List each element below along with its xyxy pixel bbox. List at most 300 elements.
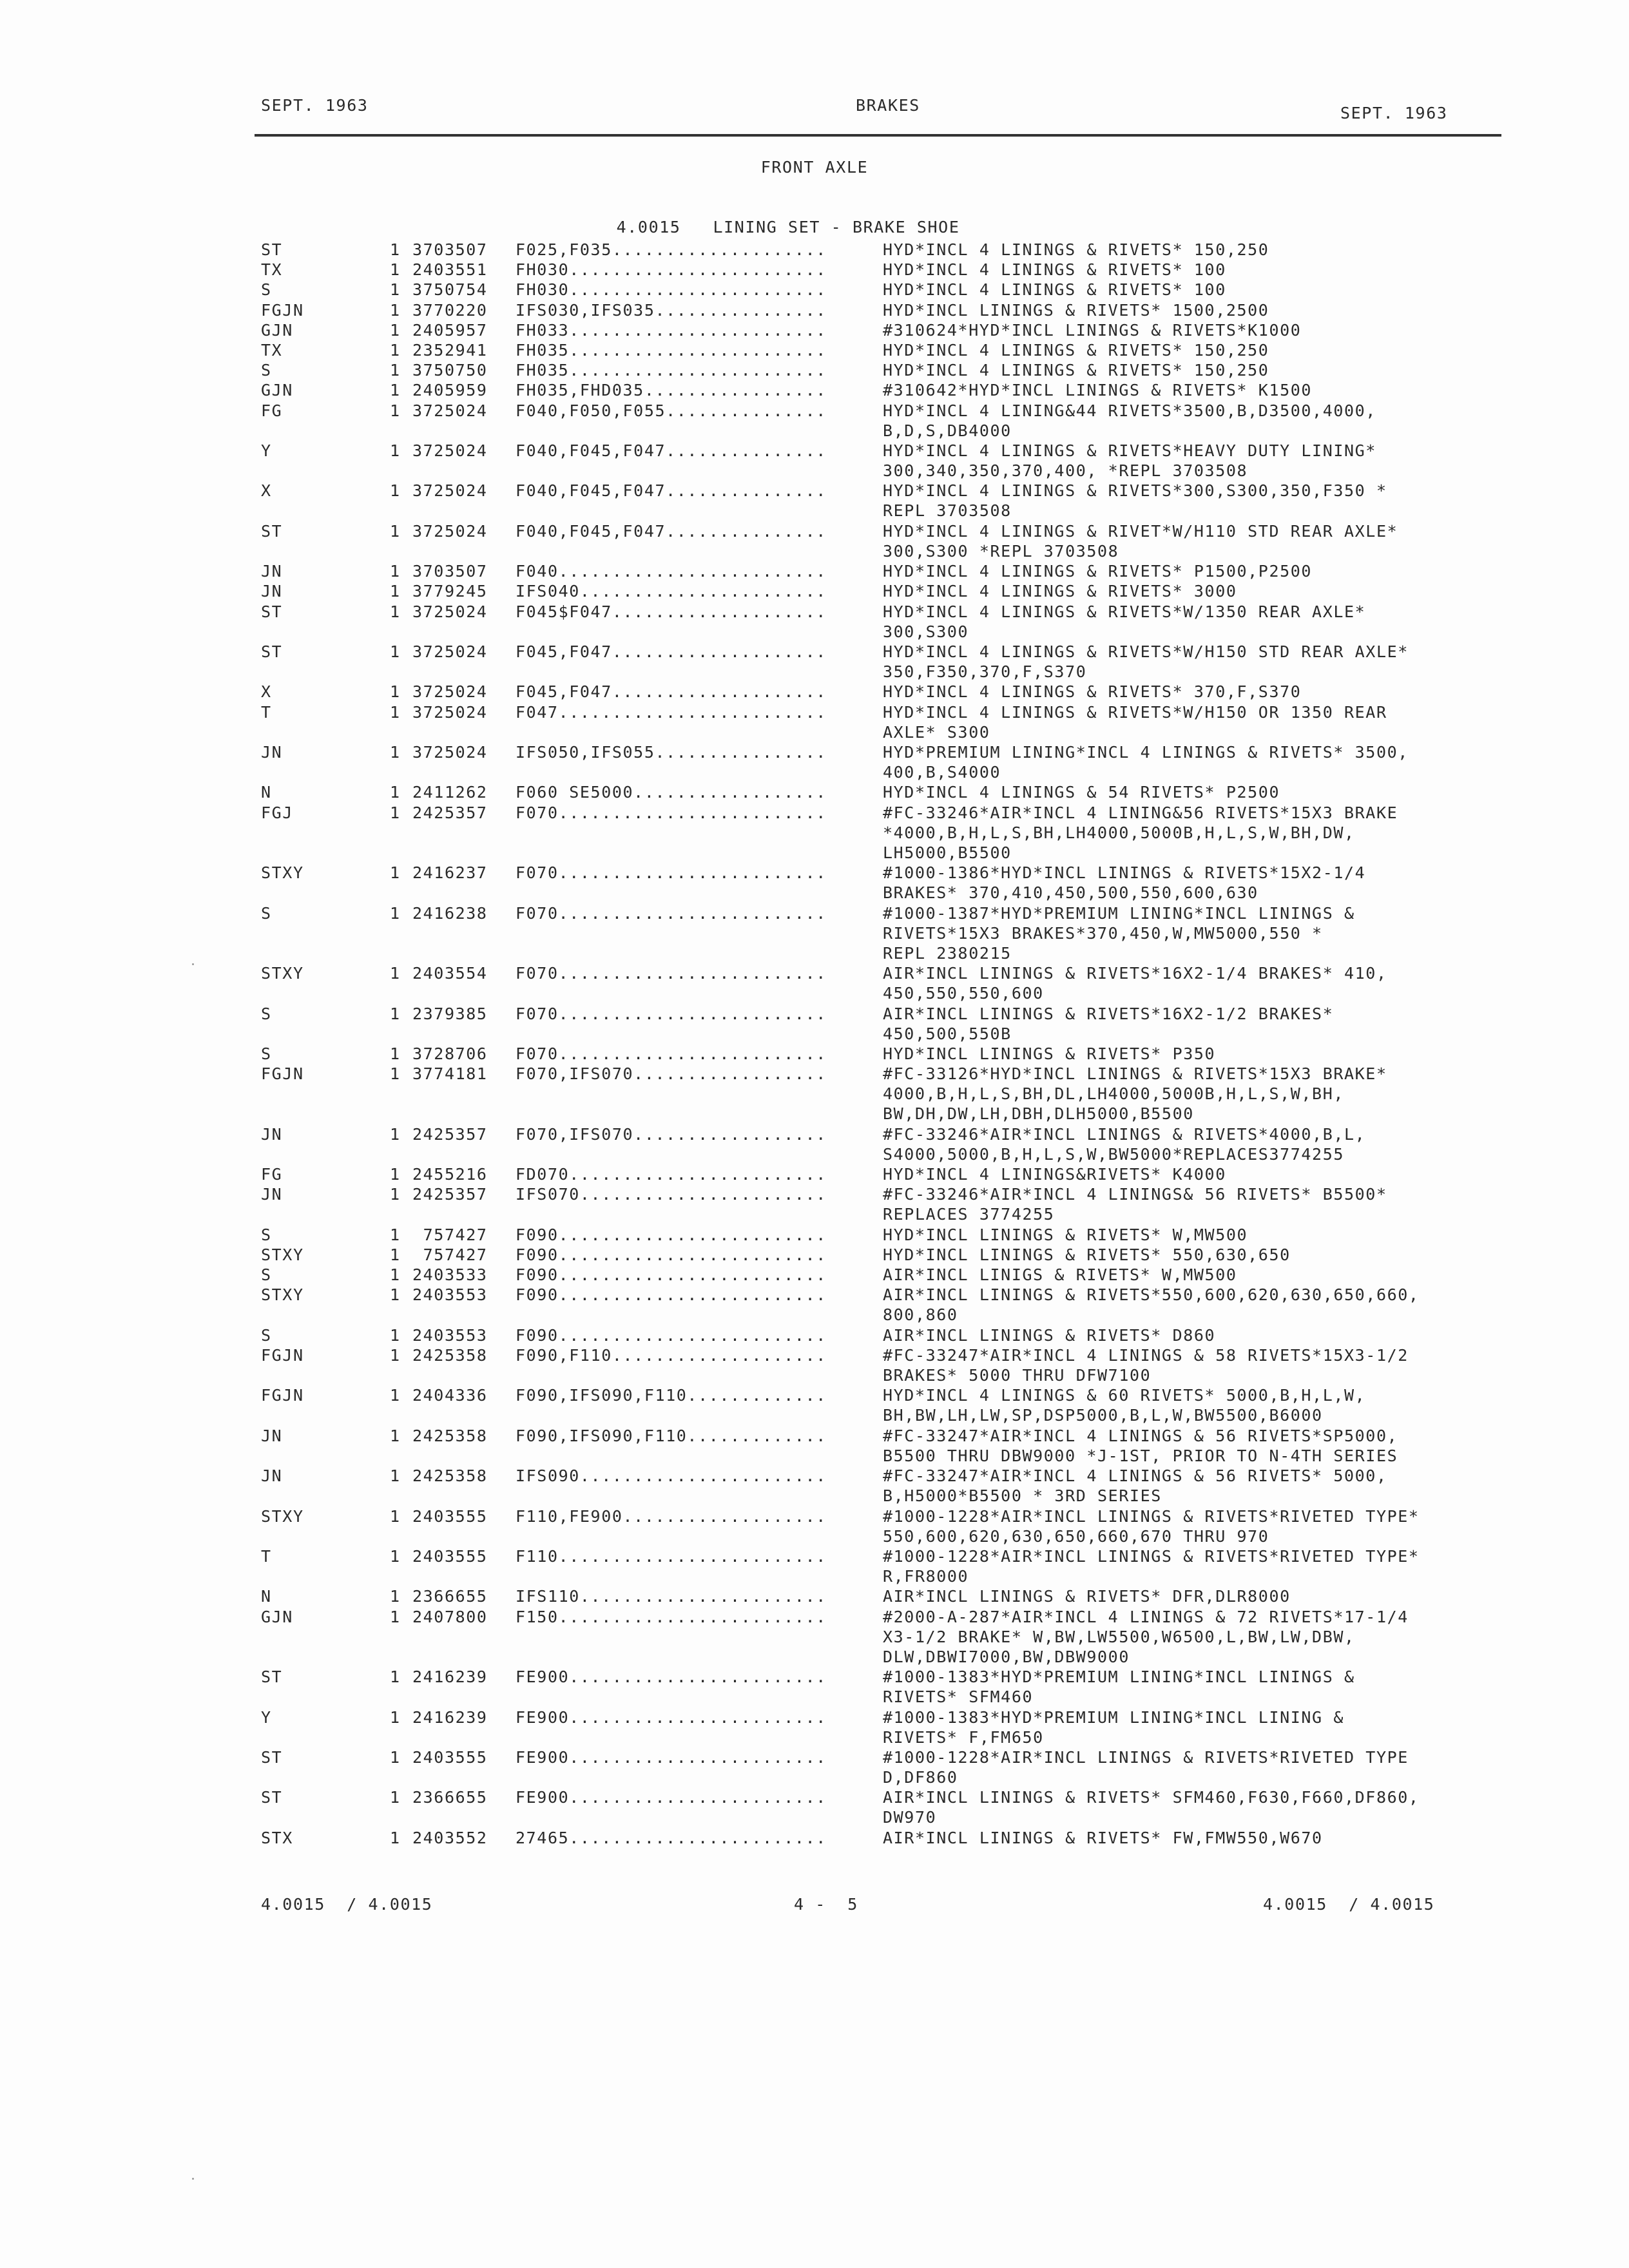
description-line: #1000-1387*HYD*PREMIUM LINING*INCL LININGS & (883, 903, 1355, 923)
part-number: 3750750 (412, 361, 488, 380)
model-list: F045,F047.................... (516, 642, 827, 661)
part-description (883, 260, 1226, 280)
description-line: BRAKES* 370,410,450,500,550,600,630 (883, 883, 1258, 903)
part-number: 2416239 (412, 1707, 488, 1727)
description-line: HYD*INCL 4 LININGS & RIVETS*HEAVY DUTY LINING* (883, 441, 1376, 460)
model-list: FH030........................ (516, 280, 827, 300)
part-number: 2366655 (412, 1788, 488, 1807)
quantity: 1 (390, 743, 401, 762)
description-line: 800,860 (883, 1305, 958, 1325)
part-number: 2416237 (412, 863, 488, 883)
applicability-code: JN (261, 562, 283, 581)
part-description (883, 702, 1387, 742)
description-line: *4000,B,H,L,S,BH,LH4000,5000B,H,L,S,W,BH,DW, (883, 823, 1355, 842)
quantity: 1 (390, 1547, 401, 1566)
part-number: 3750754 (412, 280, 488, 300)
part-description (883, 521, 1398, 561)
description-line: B,H5000*B5500 * 3RD SERIES (883, 1486, 1162, 1506)
description-line: AXLE* S300 (883, 722, 990, 742)
header-date-left: SEPT. 1963 (261, 96, 369, 115)
model-list: F090,IFS090,F110............. (516, 1426, 827, 1445)
description-line: 450,550,550,600 (883, 984, 1044, 1003)
part-description (883, 1667, 1355, 1707)
description-line: REPL 2380215 (883, 943, 1012, 963)
quantity: 1 (390, 562, 401, 581)
part-number: 2455216 (412, 1165, 488, 1184)
part-number: 2425358 (412, 1466, 488, 1486)
part-number: 2416238 (412, 903, 488, 923)
quantity: 1 (390, 1788, 401, 1807)
part-number: 3779245 (412, 582, 488, 601)
applicability-code: ST (261, 521, 283, 541)
part-number: 757427 (412, 1225, 488, 1244)
description-line: AIR*INCL LINIGS & RIVETS* W,MW500 (883, 1265, 1237, 1285)
quantity: 1 (390, 1265, 401, 1285)
applicability-code: GJN (261, 1607, 293, 1626)
part-row (0, 1245, 1629, 1265)
part-description (883, 903, 1355, 963)
part-row (0, 1828, 1629, 1848)
applicability-code: S (261, 1265, 272, 1285)
description-line: #1000-1228*AIR*INCL LININGS & RIVETS*RIVETED TYPE (883, 1748, 1409, 1767)
model-list: F090......................... (516, 1325, 827, 1345)
quantity: 1 (390, 1064, 401, 1084)
model-list: F090,F110.................... (516, 1346, 827, 1365)
description-line: HYD*INCL 4 LININGS & RIVETS* 150,250 (883, 341, 1269, 360)
description-line: AIR*INCL LININGS & RIVETS* FW,FMW550,W670 (883, 1828, 1323, 1847)
quantity: 1 (390, 1667, 401, 1687)
part-number: 3725024 (412, 401, 488, 420)
description-line: HYD*INCL 4 LININGS & 54 RIVETS* P2500 (883, 783, 1280, 802)
part-number: 2403555 (412, 1506, 488, 1526)
applicability-code: ST (261, 1667, 283, 1687)
applicability-code: S (261, 361, 272, 380)
description-line: REPL 3703508 (883, 501, 1012, 521)
part-row (0, 803, 1629, 863)
applicability-code: Y (261, 1707, 272, 1727)
part-description (883, 1064, 1387, 1124)
applicability-code: FGJN (261, 1346, 304, 1365)
quantity: 1 (390, 702, 401, 722)
part-description (883, 1325, 1215, 1345)
part-row (0, 1044, 1629, 1064)
description-line: RIVETS* SFM460 (883, 1687, 1034, 1707)
part-number: 2425358 (412, 1346, 488, 1365)
part-number: 2425357 (412, 1124, 488, 1144)
applicability-code: N (261, 783, 272, 802)
applicability-code: FG (261, 1165, 283, 1184)
model-list: F090......................... (516, 1265, 827, 1285)
part-number: 3725024 (412, 441, 488, 460)
part-number: 2411262 (412, 783, 488, 802)
description-line: HYD*INCL 4 LININGS & RIVETS*300,S300,350,F350 * (883, 481, 1387, 501)
description-line: X3-1/2 BRAKE* W,BW,LW5500,W6500,L,BW,LW,DBW, (883, 1627, 1355, 1646)
applicability-code: JN (261, 1426, 283, 1445)
description-line: HYD*INCL 4 LININGS & RIVETS* 370,F,S370 (883, 682, 1302, 702)
part-row (0, 642, 1629, 682)
applicability-code: JN (261, 743, 283, 762)
quantity: 1 (390, 1245, 401, 1264)
quantity: 1 (390, 682, 401, 702)
model-list: F110......................... (516, 1547, 827, 1566)
part-number: 2379385 (412, 1004, 488, 1023)
model-list: F045$F047.................... (516, 602, 827, 621)
description-line: 300,S300 (883, 622, 969, 641)
quantity: 1 (390, 320, 401, 340)
part-description (883, 1828, 1323, 1848)
subheading-title: LINING SET - BRAKE SHOE (713, 218, 960, 236)
description-line: #FC-33247*AIR*INCL 4 LININGS & 58 RIVETS*15X3-1/2 (883, 1346, 1409, 1365)
applicability-code: N (261, 1587, 272, 1606)
part-row (0, 903, 1629, 964)
description-line: #FC-33246*AIR*INCL LININGS & RIVETS*4000,B,L, (883, 1124, 1366, 1144)
applicability-code: STX (261, 1828, 293, 1847)
part-description (883, 863, 1365, 903)
part-number: 2403554 (412, 964, 488, 983)
part-number: 2425358 (412, 1426, 488, 1445)
model-list: FH033........................ (516, 320, 827, 340)
applicability-code: STXY (261, 1285, 304, 1305)
description-line: #FC-33246*AIR*INCL 4 LINING&56 RIVETS*15X3 BRAKE (883, 803, 1398, 822)
part-description (883, 1466, 1387, 1506)
part-row (0, 963, 1629, 1003)
quantity: 1 (390, 1707, 401, 1727)
part-row (0, 1586, 1629, 1606)
part-description (883, 1124, 1365, 1164)
description-line: #FC-33247*AIR*INCL 4 LININGS & 56 RIVETS* 5000, (883, 1466, 1387, 1486)
scan-speck (192, 963, 194, 965)
quantity: 1 (390, 1587, 401, 1606)
part-number: 3725024 (412, 743, 488, 762)
part-number: 3725024 (412, 642, 488, 661)
part-row (0, 1124, 1629, 1164)
section-title: FRONT AXLE (760, 158, 869, 177)
description-line: REPLACES 3774255 (883, 1205, 1055, 1224)
subheading-number: 4.0015 (616, 218, 681, 236)
description-line: DLW,DBWI7000,BW,DBW9000 (883, 1647, 1130, 1666)
description-line: #FC-33247*AIR*INCL 4 LININGS & 56 RIVETS*SP5000, (883, 1426, 1398, 1445)
quantity: 1 (390, 1506, 401, 1526)
part-row (0, 1707, 1629, 1747)
part-description (883, 581, 1237, 601)
part-number: 3728706 (412, 1044, 488, 1063)
part-description (883, 1707, 1344, 1747)
header-section-name: BRAKES (856, 96, 920, 115)
model-list: FH030........................ (516, 260, 827, 280)
model-list: FE900........................ (516, 1667, 827, 1687)
part-number: 2403555 (412, 1748, 488, 1767)
description-line: #310642*HYD*INCL LININGS & RIVETS* K1500 (883, 381, 1313, 400)
description-line: BRAKES* 5000 THRU DFW7100 (883, 1366, 1152, 1385)
description-line: #1000-1228*AIR*INCL LININGS & RIVETS*RIVETED TYPE* (883, 1547, 1420, 1566)
model-list: F025,F035.................... (516, 240, 827, 259)
applicability-code: ST (261, 1748, 283, 1767)
part-row (0, 1466, 1629, 1506)
description-line: AIR*INCL LININGS & RIVETS*16X2-1/2 BRAKES* (883, 1004, 1334, 1023)
description-line: S4000,5000,B,H,L,S,W,BW5000*REPLACES3774255 (883, 1144, 1345, 1164)
applicability-code: GJN (261, 320, 293, 340)
description-line: HYD*INCL 4 LININGS & RIVETS* 150,250 (883, 361, 1269, 380)
model-list: F110,FE900................... (516, 1506, 827, 1526)
part-number: 3725024 (412, 481, 488, 501)
quantity: 1 (390, 1044, 401, 1063)
model-list: F070,IFS070.................. (516, 1124, 827, 1144)
part-number: 2425357 (412, 1185, 488, 1204)
part-row (0, 1225, 1629, 1245)
part-description (883, 1586, 1291, 1606)
part-description (883, 1004, 1333, 1044)
description-line: 550,600,620,630,650,660,670 THRU 970 (883, 1526, 1269, 1546)
description-line: HYD*PREMIUM LINING*INCL 4 LININGS & RIVETS* 3500, (883, 743, 1409, 762)
model-list: IFS040....................... (516, 582, 827, 601)
quantity: 1 (390, 1607, 401, 1626)
description-line: HYD*INCL 4 LININGS & 60 RIVETS* 5000,B,H,L,W, (883, 1386, 1366, 1405)
model-list: F070......................... (516, 903, 827, 923)
part-row (0, 1345, 1629, 1385)
model-list: F070......................... (516, 863, 827, 883)
part-row (0, 702, 1629, 742)
applicability-code: X (261, 481, 272, 501)
part-description (883, 401, 1376, 441)
model-list: F070......................... (516, 1004, 827, 1023)
description-line: 350,F350,370,F,S370 (883, 662, 1087, 681)
model-list: F045,F047.................... (516, 682, 827, 702)
applicability-code: JN (261, 1124, 283, 1144)
quantity: 1 (390, 280, 401, 300)
model-list: F040,F050,F055............... (516, 401, 827, 420)
footer-right: 4.0015 / 4.0015 (1263, 1895, 1435, 1914)
part-row (0, 1546, 1629, 1586)
applicability-code: STXY (261, 964, 304, 983)
part-row (0, 602, 1629, 642)
description-line: DW970 (883, 1808, 937, 1827)
applicability-code: ST (261, 240, 283, 259)
part-number: 3725024 (412, 682, 488, 702)
applicability-code: JN (261, 1466, 283, 1486)
quantity: 1 (390, 1285, 401, 1305)
applicability-code: Y (261, 441, 272, 460)
part-row (0, 1325, 1629, 1345)
part-number: 757427 (412, 1245, 488, 1264)
part-description (883, 340, 1269, 360)
applicability-code: T (261, 702, 272, 722)
quantity: 1 (390, 1828, 401, 1847)
description-line: #310624*HYD*INCL LININGS & RIVETS*K1000 (883, 320, 1302, 340)
model-list: F090......................... (516, 1245, 827, 1264)
part-description (883, 1385, 1365, 1425)
applicability-code: TX (261, 341, 283, 360)
part-description (883, 240, 1269, 260)
part-number: 2366655 (412, 1587, 488, 1606)
part-description (883, 1546, 1420, 1586)
part-description (883, 1285, 1420, 1325)
description-line: HYD*INCL 4 LININGS & RIVET*W/H110 STD REAR AXLE* (883, 521, 1398, 541)
part-row (0, 1184, 1629, 1224)
model-list: IFS050,IFS055................ (516, 743, 827, 762)
quantity: 1 (390, 1325, 401, 1345)
part-description (883, 441, 1376, 481)
part-row (0, 320, 1629, 340)
model-list: FD070........................ (516, 1165, 827, 1184)
quantity: 1 (390, 903, 401, 923)
description-line: HYD*INCL 4 LININGS&RIVETS* K4000 (883, 1165, 1226, 1184)
model-list: IFS030,IFS035................ (516, 300, 827, 320)
part-number: 2403552 (412, 1828, 488, 1847)
applicability-code: S (261, 1004, 272, 1023)
part-description (883, 682, 1301, 702)
applicability-code: FGJ (261, 803, 293, 822)
part-number: 3774181 (412, 1064, 488, 1084)
applicability-code: FGJN (261, 300, 304, 320)
part-row (0, 1004, 1629, 1044)
applicability-code: S (261, 1225, 272, 1244)
part-number: 2405957 (412, 320, 488, 340)
part-description (883, 1265, 1237, 1285)
part-row (0, 1265, 1629, 1285)
quantity: 1 (390, 341, 401, 360)
description-line: B,D,S,DB4000 (883, 421, 1012, 440)
model-list: F070......................... (516, 803, 827, 822)
applicability-code: FGJN (261, 1064, 304, 1084)
model-list: IFS070....................... (516, 1185, 827, 1204)
applicability-code: FGJN (261, 1386, 304, 1405)
model-list: FE900........................ (516, 1748, 827, 1767)
quantity: 1 (390, 783, 401, 802)
description-line: #2000-A-287*AIR*INCL 4 LININGS & 72 RIVETS*17-1/4 (883, 1607, 1409, 1626)
model-list: F070......................... (516, 964, 827, 983)
part-row (0, 1285, 1629, 1325)
description-line: D,DF860 (883, 1768, 958, 1787)
part-row (0, 1385, 1629, 1425)
part-number: 2403551 (412, 260, 488, 280)
quantity: 1 (390, 1165, 401, 1184)
part-number: 2425357 (412, 803, 488, 822)
part-description (883, 320, 1301, 340)
part-row (0, 561, 1629, 581)
part-description (883, 1787, 1420, 1827)
part-row (0, 340, 1629, 360)
part-description (883, 360, 1269, 380)
part-number: 2403555 (412, 1547, 488, 1566)
quantity: 1 (390, 481, 401, 501)
quantity: 1 (390, 381, 401, 400)
quantity: 1 (390, 803, 401, 822)
part-row (0, 300, 1629, 320)
model-list: F150......................... (516, 1607, 827, 1626)
quantity: 1 (390, 1426, 401, 1445)
quantity: 1 (390, 1124, 401, 1144)
part-number: 3725024 (412, 521, 488, 541)
part-description (883, 1044, 1215, 1064)
part-description (883, 1345, 1409, 1385)
description-line: HYD*INCL LININGS & RIVETS* W,MW500 (883, 1225, 1248, 1244)
part-description (883, 963, 1387, 1003)
description-line: LH5000,B5500 (883, 843, 1012, 862)
description-line: AIR*INCL LININGS & RIVETS* SFM460,F630,F660,DF860, (883, 1788, 1420, 1807)
part-description (883, 561, 1312, 581)
part-row (0, 360, 1629, 380)
applicability-code: JN (261, 1185, 283, 1204)
description-line: AIR*INCL LININGS & RIVETS* DFR,DLR8000 (883, 1587, 1291, 1606)
model-list: IFS090....................... (516, 1466, 827, 1486)
part-description (883, 280, 1226, 300)
model-list: FE900........................ (516, 1707, 827, 1727)
description-line: #1000-1228*AIR*INCL LININGS & RIVETS*RIVETED TYPE* (883, 1506, 1420, 1526)
model-list: FE900........................ (516, 1788, 827, 1807)
description-line: B5500 THRU DBW9000 *J-1ST, PRIOR TO N-4TH SERIES (883, 1446, 1398, 1465)
part-row (0, 521, 1629, 561)
quantity: 1 (390, 602, 401, 621)
part-row (0, 240, 1629, 260)
model-list: FH035,FHD035................. (516, 381, 827, 400)
part-row (0, 1787, 1629, 1827)
applicability-code: TX (261, 260, 283, 280)
part-row (0, 782, 1629, 802)
model-list: F047......................... (516, 702, 827, 722)
part-number: 3703507 (412, 240, 488, 259)
description-line: HYD*INCL 4 LININGS & RIVETS* 100 (883, 260, 1226, 280)
part-number: 2416239 (412, 1667, 488, 1687)
applicability-code: STXY (261, 1245, 304, 1264)
part-description (883, 1607, 1409, 1667)
applicability-code: X (261, 682, 272, 702)
applicability-code: FG (261, 401, 283, 420)
applicability-code: S (261, 280, 272, 300)
description-line: #FC-33246*AIR*INCL 4 LININGS& 56 RIVETS* B5500* (883, 1185, 1387, 1204)
model-list: F040......................... (516, 562, 827, 581)
quantity: 1 (390, 582, 401, 601)
part-description (883, 1245, 1291, 1265)
applicability-code: ST (261, 1788, 283, 1807)
quantity: 1 (390, 863, 401, 883)
quantity: 1 (390, 1004, 401, 1023)
description-line: RIVETS*15X3 BRAKES*370,450,W,MW5000,550 * (883, 923, 1323, 943)
description-line: HYD*INCL LININGS & RIVETS* P350 (883, 1044, 1216, 1063)
model-list: F040,F045,F047............... (516, 441, 827, 460)
description-line: BH,BW,LH,LW,SP,DSP5000,B,L,W,BW5500,B6000 (883, 1406, 1323, 1425)
description-line: 4000,B,H,L,S,BH,DL,LH4000,5000B,H,L,S,W,BH, (883, 1084, 1345, 1104)
description-line: #1000-1386*HYD*INCL LININGS & RIVETS*15X2-1/4 (883, 863, 1366, 883)
part-number: 2403553 (412, 1325, 488, 1345)
part-row (0, 1747, 1629, 1787)
part-description (883, 782, 1280, 802)
quantity: 1 (390, 441, 401, 460)
part-row (0, 1607, 1629, 1667)
description-line: HYD*INCL 4 LININGS & RIVETS* 3000 (883, 582, 1237, 601)
applicability-code: GJN (261, 381, 293, 400)
model-list: IFS110....................... (516, 1587, 827, 1606)
quantity: 1 (390, 1386, 401, 1405)
part-row (0, 1164, 1629, 1184)
part-description (883, 481, 1387, 521)
part-row (0, 682, 1629, 702)
part-description (883, 300, 1269, 320)
applicability-code: S (261, 1325, 272, 1345)
quantity: 1 (390, 300, 401, 320)
part-row (0, 1506, 1629, 1546)
part-description (883, 1747, 1409, 1787)
part-number: 2403533 (412, 1265, 488, 1285)
model-list: F060 SE5000.................. (516, 783, 827, 802)
description-line: HYD*INCL 4 LININGS & RIVETS* P1500,P2500 (883, 562, 1313, 581)
part-number: 3770220 (412, 300, 488, 320)
part-description (883, 1506, 1420, 1546)
model-list: FH035........................ (516, 341, 827, 360)
part-number: 2405959 (412, 381, 488, 400)
part-number: 2407800 (412, 1607, 488, 1626)
part-row (0, 260, 1629, 280)
description-line: #1000-1383*HYD*PREMIUM LINING*INCL LININGS & (883, 1667, 1355, 1687)
